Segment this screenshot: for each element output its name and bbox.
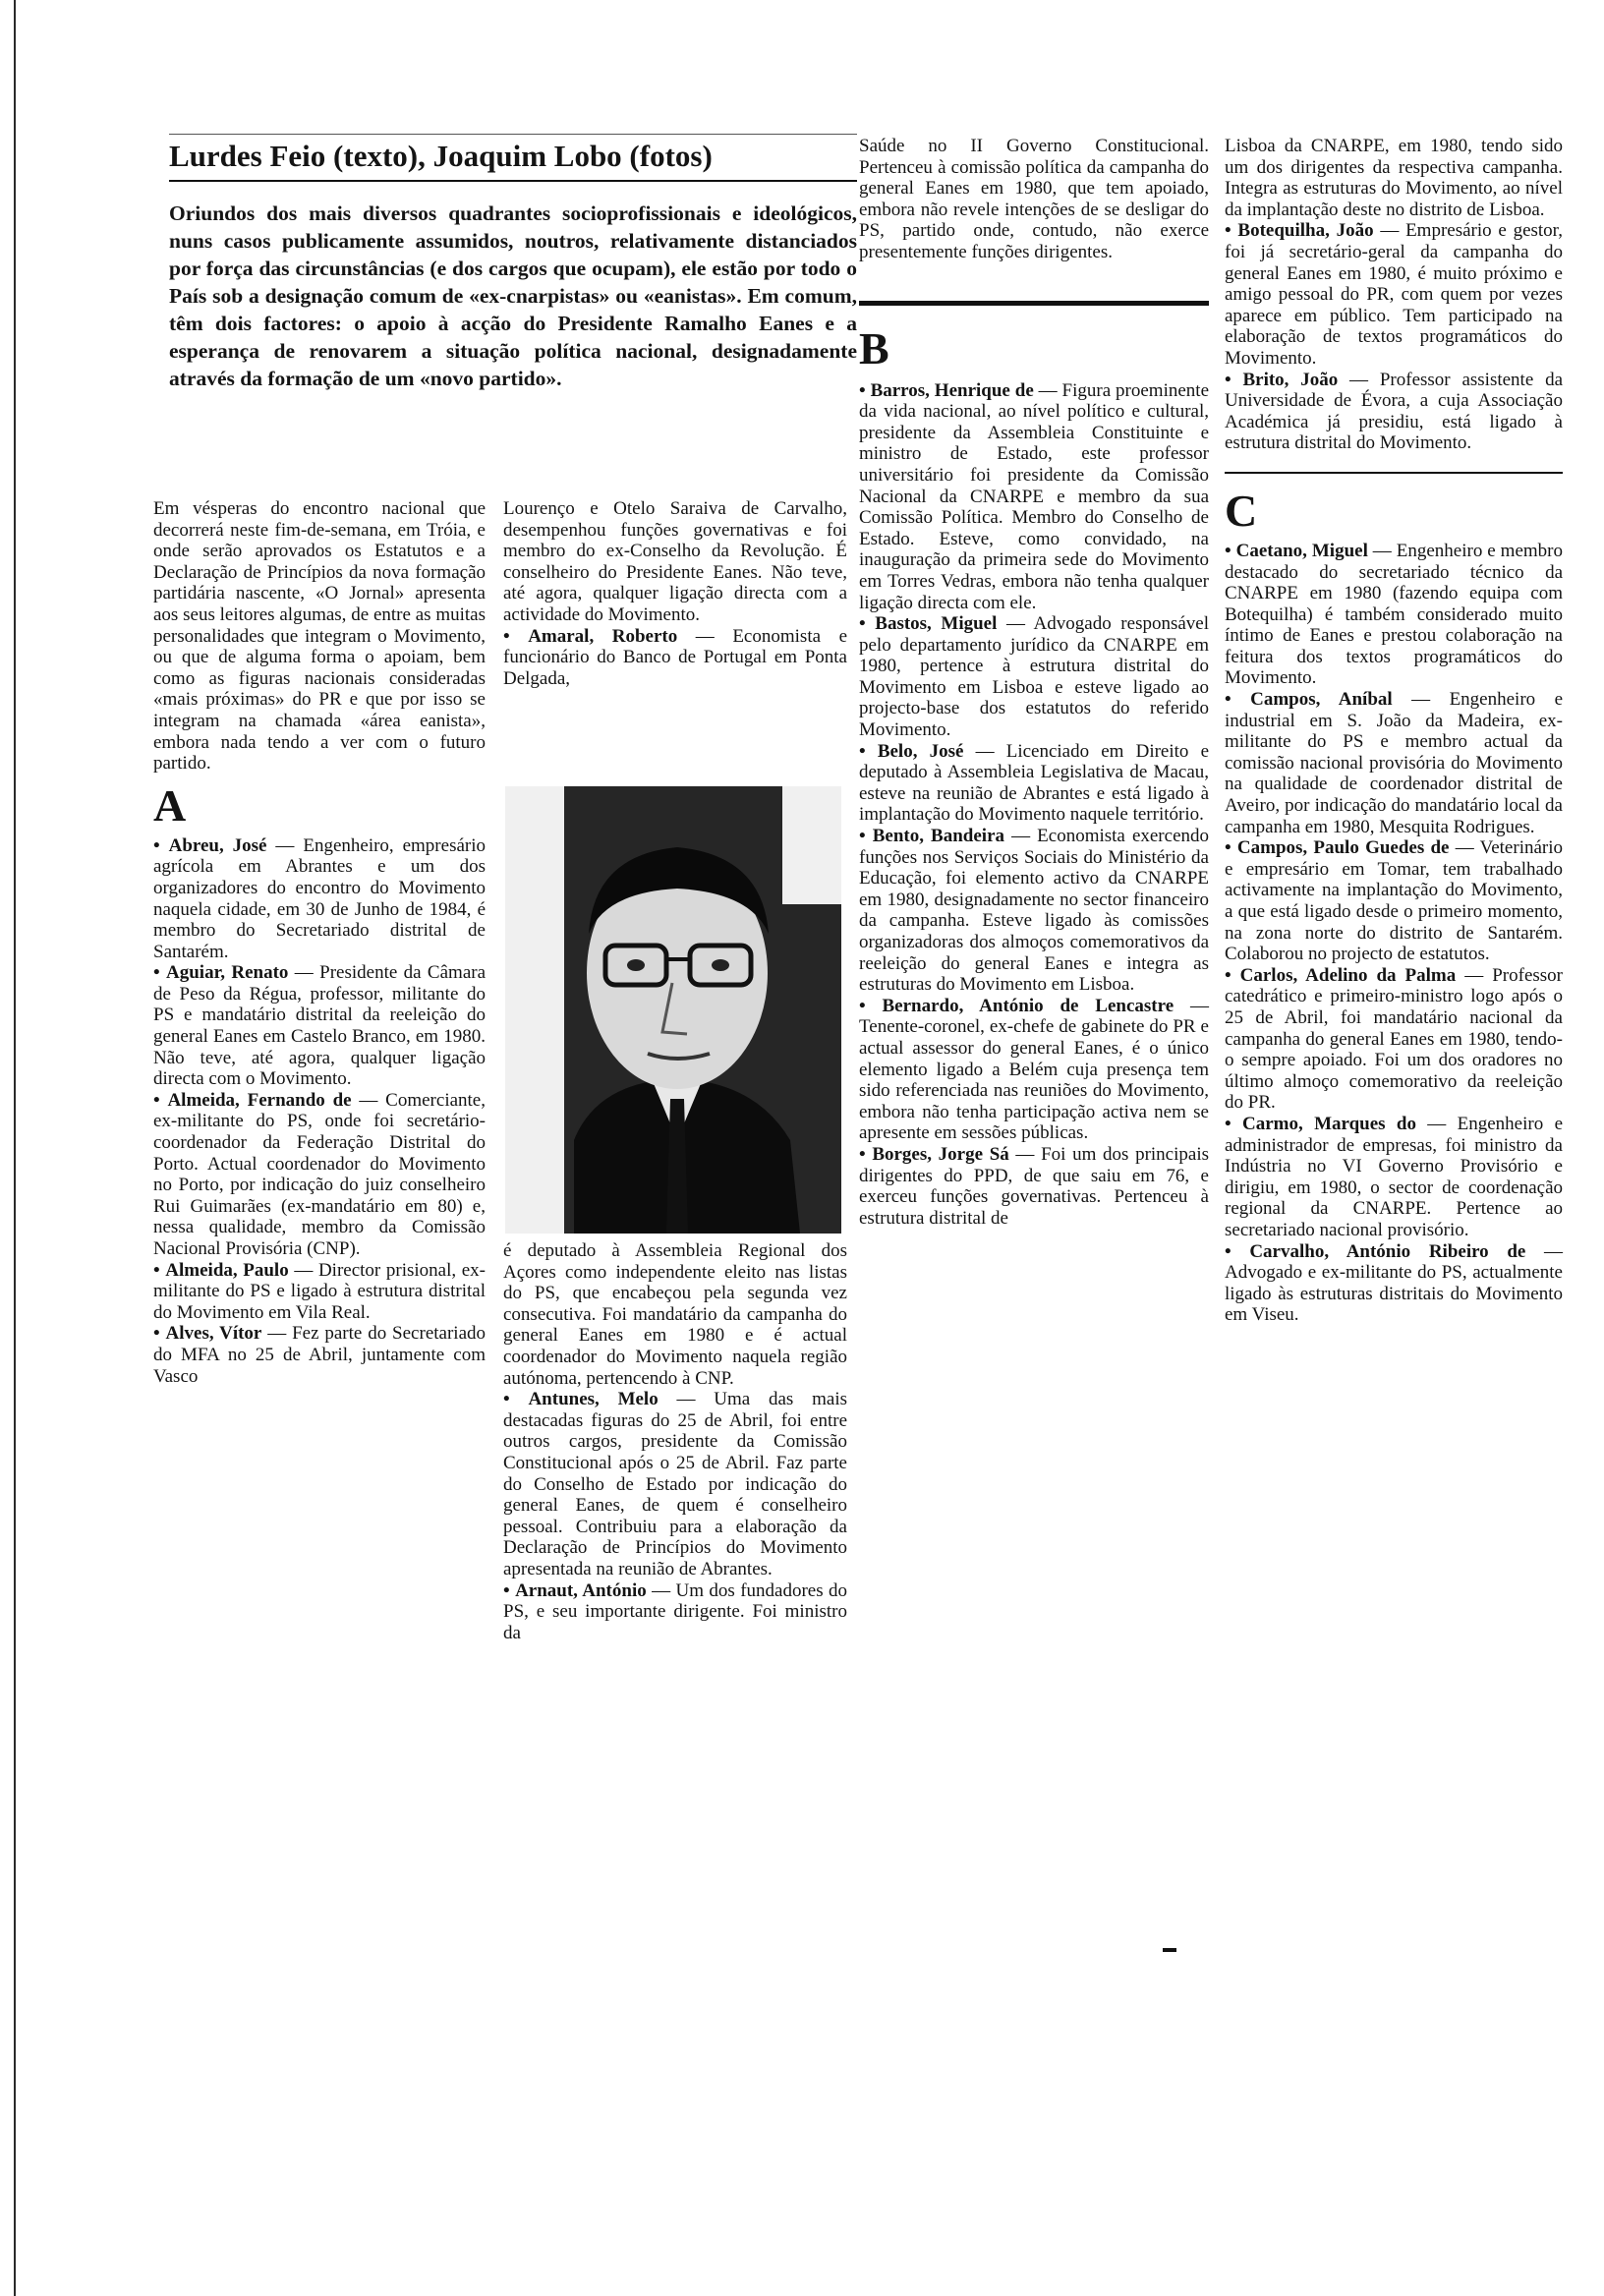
column-2-lower: [503, 1240, 847, 1643]
section-letter-b: B: [859, 322, 889, 373]
entry-name: Almeida, Paulo: [165, 1259, 289, 1281]
bullet-icon: •: [153, 1089, 160, 1111]
entry-name: Botequilha, João: [1237, 220, 1374, 242]
bullet-icon: •: [1225, 1113, 1232, 1134]
entry-text: — Advogado e ex-militante do PS, actualmente ligado às estruturas distritais do Movimento em Viseu.: [1225, 1240, 1564, 1326]
entry-text: — Professor assistente da Universidade de Évora, a cuja Associação Académica já presidiu, está ligado à estrutura distrital do Movimento.: [1225, 369, 1563, 454]
entry: [1225, 541, 1563, 689]
entry-name: Bastos, Miguel: [875, 613, 998, 635]
entry-name: Campos, Aníbal: [1250, 689, 1393, 711]
entry: [153, 1323, 486, 1387]
entry-name: Brito, João: [1242, 369, 1339, 390]
bullet-icon: •: [859, 740, 866, 762]
entry-name: Arnaut, António: [515, 1579, 647, 1601]
entries-b-part2: [1225, 220, 1563, 454]
entry-name: Alves, Vítor: [165, 1323, 262, 1345]
entries-a-part1: [153, 835, 486, 1387]
entry: [1225, 220, 1563, 369]
entry-name: Borges, Jorge Sá: [872, 1143, 1009, 1165]
entry-text: — Uma das mais destacadas figuras do 25 de Abril, foi entre outros cargos, presidente da Comissão Constitucional após o 25 de Abril. Faz parte do Conselho de Estado por indicação do general Eanes, de quem é conselheiro pessoal. Contribuiu para a elaboração da Declaração de Princípios do Movimento apresentada na reunião de Abrantes.: [503, 1389, 847, 1579]
entry: [1225, 837, 1563, 965]
entry-name: Carlos, Adelino da Palma: [1239, 964, 1457, 986]
section-divider: [859, 301, 1209, 306]
entry: [153, 835, 486, 963]
column-1: [153, 498, 486, 1387]
entry-name: Abreu, José: [168, 834, 267, 856]
entry-text: — Licenciado em Direito e deputado à Assembleia Legislativa de Macau, esteve na reunião de Abrantes e está ligado à implantação do Movimento naquele território.: [859, 740, 1210, 826]
entry-text: — Professor catedrático e primeiro-ministro logo após o 25 de Abril, foi mandatário nacional da campanha do general Eanes em 1980, tendo-o sempre apoiado. Foi um dos oradores no último almoço comemorativo da reeleição do PR.: [1225, 964, 1563, 1114]
entry-text: — Engenheiro, empresário agrícola em Abrantes e um dos organizadores do encontro do Movimento naquela cidade, em 30 de Junho de 1984, é membro do Secretariado distrital de Santarém.: [153, 834, 487, 962]
entry-name: Campos, Paulo Guedes de: [1236, 837, 1450, 859]
entry-text: — Empresário e gestor, foi já secretário-geral da campanha do general Eanes em 1980, é muito próximo e amigo pessoal do PR, com quem por vezes aparece em público. Tem participado na elaboração de textos programáticos do Movimento.: [1225, 220, 1563, 369]
entry-name: Barros, Henrique de: [870, 379, 1034, 401]
entry: [1225, 689, 1563, 837]
entry-text: — Presidente da Câmara de Peso da Régua, professor, militante do PS e mandatário distrital da reeleição do general Eanes em Castelo Branco, em 1980. Não teve, até agora, qualquer ligação directa com o Movimento.: [153, 962, 487, 1090]
bullet-icon: •: [153, 962, 160, 984]
entry: [859, 1144, 1209, 1229]
entries-c: [1225, 541, 1563, 1326]
page-left-edge: [14, 0, 16, 2296]
bullet-icon: •: [503, 625, 510, 647]
bullet-icon: •: [153, 1259, 160, 1281]
entry-name: Bento, Bandeira: [872, 826, 1005, 847]
entry: [859, 613, 1209, 741]
bullet-icon: •: [859, 995, 866, 1016]
col2-continuation: Lourenço e Otelo Saraiva de Carvalho, desempenhou funções governativas e foi membro do ex-Conselho da Revolução. É conselheiro do Presidente Eanes. Não teve, até agora, qualquer ligação directa com a actividade do Movimento.: [503, 498, 847, 625]
bullet-icon: •: [1225, 837, 1232, 859]
col4-continuation: Lisboa da CNARPE, em 1980, tendo sido um dos dirigentes da respectiva campanha. Integra as estruturas do Movimento, ao nível da implantação deste no distrito de Lisboa.: [1225, 136, 1563, 220]
column-4: [1225, 136, 1563, 1326]
entries-a-part2: [503, 1389, 847, 1643]
column-3: [859, 136, 1209, 1229]
entry: [503, 1580, 847, 1644]
entry-text: — Tenente-coronel, ex-chefe de gabinete do PR e actual assessor do general Eanes, é o único elemento ligado a Belém cuja presença tem sido referenciada nas reuniões do Movimento, embora não tenha participação activa nem se apresente em sessões públicas.: [859, 995, 1209, 1144]
col3-continuation: Saúde no II Governo Constitucional. Pertenceu à comissão política da campanha do general Eanes em 1980, que tem apoiado, embora não revele intenções de se desligar do PS, partido onde, contudo, não exerce presentemente funções dirigentes.: [859, 136, 1209, 262]
bullet-icon: •: [859, 1143, 866, 1165]
bullet-icon: •: [503, 1579, 510, 1601]
bullet-icon: •: [503, 1389, 510, 1410]
entry-name: Almeida, Fernando de: [167, 1089, 352, 1111]
entry-text: — Fez parte do Secretariado do MFA no 25 de Abril, juntamente com Vasco: [153, 1323, 486, 1387]
entry: [503, 1389, 847, 1579]
entry: [1225, 370, 1563, 454]
entry-name: Aguiar, Renato: [166, 962, 289, 984]
bullet-icon: •: [1225, 369, 1232, 390]
entry-amaral: [503, 626, 847, 690]
bullet-icon: •: [859, 826, 866, 847]
entry-name: Antunes, Melo: [528, 1389, 659, 1410]
entry-text: — Foi um dos principais dirigentes do PPD, de que saiu em 76, e exerceu funções governativas. Pertenceu à estrutura distrital de: [859, 1143, 1209, 1229]
entry-text: — Um dos fundadores do PS, e seu importante dirigente. Foi ministro da: [503, 1579, 848, 1643]
entry-text: — Engenheiro e administrador de empresas, foi ministro da Indústria no VI Governo Provisório e dirigiu, em 1980, o sector de coordenação regional da CNARPE. Pertence ao secretariado nacional provisório.: [1225, 1113, 1563, 1240]
entry: [1225, 1114, 1563, 1241]
bullet-icon: •: [153, 1323, 160, 1345]
entry-text: — Engenheiro e industrial em S. João da Madeira, ex-militante do PS e membro actual da comissão nacional provisória do Movimento na qualidade de coordenador distrital de Aveiro, por indicação do mandatário local da campanha em 1980, Mesquita Rodrigues.: [1225, 689, 1564, 837]
intro-paragraph: Em vésperas do encontro nacional que decorrerá neste fim-de-semana, em Tróia, e onde serão aprovados os Estatutos e a Declaração de Princípios da nova formação partidária nascente, «O Jornal» apresenta aos seus leitores algumas, de entre as muitas personalidades que integram o Movimento, ou que de alguma forma o apoiam, bem como as figuras nacionais consideradas «mais próximas» do PR e que por isso se integram na chamada «área eanista», embora nada tendo a ver com o futuro partido.: [153, 498, 486, 775]
entry: [153, 1090, 486, 1260]
entry: [1225, 1241, 1563, 1326]
entry-text: — Engenheiro e membro destacado do secretariado técnico da CNARPE em 1980 (fazendo equipa com Botequilha) é também considerado muito íntimo de Eanes e prestou colaboração na feitura dos textos programáticos do Movimento.: [1225, 540, 1563, 689]
bullet-icon: •: [153, 834, 160, 856]
column-end-mark: [1163, 1948, 1176, 1952]
entry-text: — Comerciante, ex-militante do PS, onde foi secretário-coordenador da Federação Distrital do Porto. Actual coordenador do Movimento no Porto, por indicação do juiz conselheiro Rui Guimarães (ex-mandatário em 80) e, nessa qualidade, membro da Comissão Nacional Provisória (CNP).: [153, 1089, 486, 1259]
entry: [153, 1260, 486, 1324]
column-2: [503, 498, 847, 689]
entry-text: — Director prisional, ex-militante do PS e ligado à estrutura distrital do Movimento em Vila Real.: [153, 1259, 486, 1323]
entry: [153, 962, 486, 1090]
entry: [1225, 965, 1563, 1114]
entry-name: Bernardo, António de Lencastre: [882, 995, 1174, 1016]
entry-name: Carvalho, António Ribeiro de: [1249, 1240, 1526, 1262]
amaral-continuation: é deputado à Assembleia Regional dos Açores como independente eleito nas listas do PS, que encabeçou pela segunda vez consecutiva. Foi mandatário da campanha do general Eanes em 1980 e é actual coordenador do Movimento naquela região autónoma, pertencendo à CNP.: [503, 1240, 847, 1389]
section-letter-a: A: [153, 779, 187, 831]
section-letter-c: C: [1225, 485, 1258, 536]
entry-text: — Figura proeminente da vida nacional, ao nível político e cultural, presidente da Assembleia Constituinte e ministro de Estado, este professor universitário foi presidente da Comissão Nacional da CNARPE e membro da sua Comissão Política. Membro do Conselho de Estado. Esteve, como convidado, na inauguração da primeira sede do Movimento em Torres Vedras, embora não tenha qualquer ligação directa com ele.: [859, 379, 1209, 613]
entry-text: — Veterinário e empresário em Tomar, tem trabalhado activamente na implantação do Movimento, a que está ligado desde o primeiro momento, na zona norte do distrito de Santarém. Colaborou no projecto de estatutos.: [1225, 837, 1564, 965]
bullet-icon: •: [1225, 1240, 1232, 1262]
lead-paragraph: Oriundos dos mais diversos quadrantes socioprofissionais e ideológicos, nuns casos publicamente assumidos, noutros, relativamente distanciados por força das circunstâncias (e dos cargos que ocupam), ele estão por todo o País sob a designação comum de «ex-cnarpistas» ou «eanistas». Em comum, têm dois factores: o apoio à acção do Presidente Ramalho Eanes e a esperança de renovarem a situação política nacional, designadamente através da formação de um «novo partido».: [169, 201, 857, 390]
entry-name: Carmo, Marques do: [1242, 1113, 1416, 1134]
bullet-icon: •: [859, 613, 866, 635]
section-divider: [1225, 472, 1563, 474]
byline: Lurdes Feio (texto), Joaquim Lobo (fotos): [169, 134, 857, 182]
entry-text: — Economista exercendo funções nos Serviços Sociais do Ministério da Educação, foi elemento activo da CNARPE em 1980, designadamente no sector financeiro da campanha. Esteve ligado às comissões organizadoras dos almoços comemorativos da reeleição do general Eanes e integra as estruturas do Movimento em Lisboa.: [859, 826, 1210, 996]
portrait-image: [505, 786, 841, 1234]
entry-name: Belo, José: [877, 740, 964, 762]
entry: [859, 826, 1209, 996]
entry-text: — Advogado responsável pelo departamento jurídico da CNARPE em 1980, pertence à estrutura distrital do Movimento em Lisboa e esteve ligado ao projecto-base dos estatutos do referido Movimento.: [859, 613, 1210, 741]
entry: [859, 741, 1209, 826]
bullet-icon: •: [1225, 220, 1232, 242]
entry-name: Amaral, Roberto: [528, 625, 678, 647]
bullet-icon: •: [1225, 964, 1232, 986]
entry-text: — Economista e funcionário do Banco de Portugal em Ponta Delgada,: [503, 625, 848, 689]
entry: [859, 996, 1209, 1144]
entries-b-part1: [859, 380, 1209, 1230]
entry-name: Caetano, Miguel: [1235, 540, 1368, 561]
bullet-icon: •: [1225, 689, 1232, 711]
portrait-photo: [505, 786, 841, 1234]
bullet-icon: •: [859, 379, 866, 401]
entry: [859, 380, 1209, 614]
bullet-icon: •: [1225, 540, 1232, 561]
